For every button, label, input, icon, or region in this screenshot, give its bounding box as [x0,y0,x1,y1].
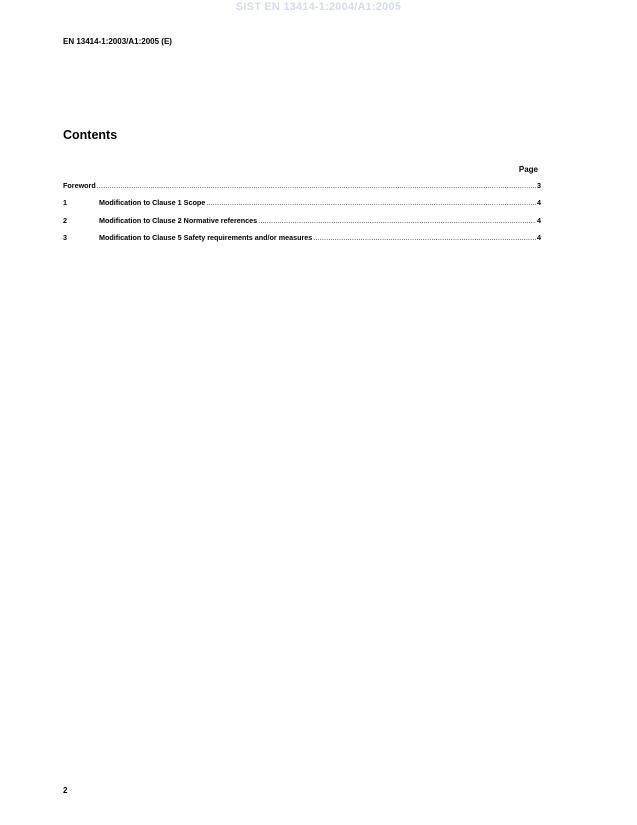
toc-leader-dots [258,216,536,225]
toc-entry-page: 4 [537,232,541,242]
toc-leader-dots [313,233,536,242]
toc-entry-page: 4 [537,215,541,225]
toc-entry-title: Modification to Clause 1 Scope [99,198,206,208]
toc-entry-number: 3 [63,232,67,242]
toc-entry-clause-3[interactable] [63,233,541,242]
table-of-contents [63,181,541,250]
toc-entry-clause-1[interactable] [63,198,541,207]
page-number: 2 [63,786,68,795]
toc-entry-title: Modification to Clause 5 Safety requirements and/or measures [99,232,313,242]
toc-leader-dots [97,181,536,190]
contents-heading: Contents [63,128,118,142]
toc-entry-page: 4 [537,198,541,208]
watermark: SIST EN 13414-1:2004/A1:2005 [235,1,402,13]
toc-entry-title: Foreword [63,181,96,190]
toc-entry-clause-2[interactable] [63,216,541,225]
toc-entry-number: 1 [63,198,67,208]
toc-entry-number: 2 [63,215,67,225]
toc-entry-page: 3 [537,181,541,190]
toc-entry-foreword[interactable] [63,181,541,190]
toc-leader-dots [206,198,536,207]
document-designation: EN 13414-1:2003/A1:2005 (E) [63,37,172,46]
toc-entry-title: Modification to Clause 2 Normative references [99,215,258,225]
page-column-label: Page [518,165,538,174]
